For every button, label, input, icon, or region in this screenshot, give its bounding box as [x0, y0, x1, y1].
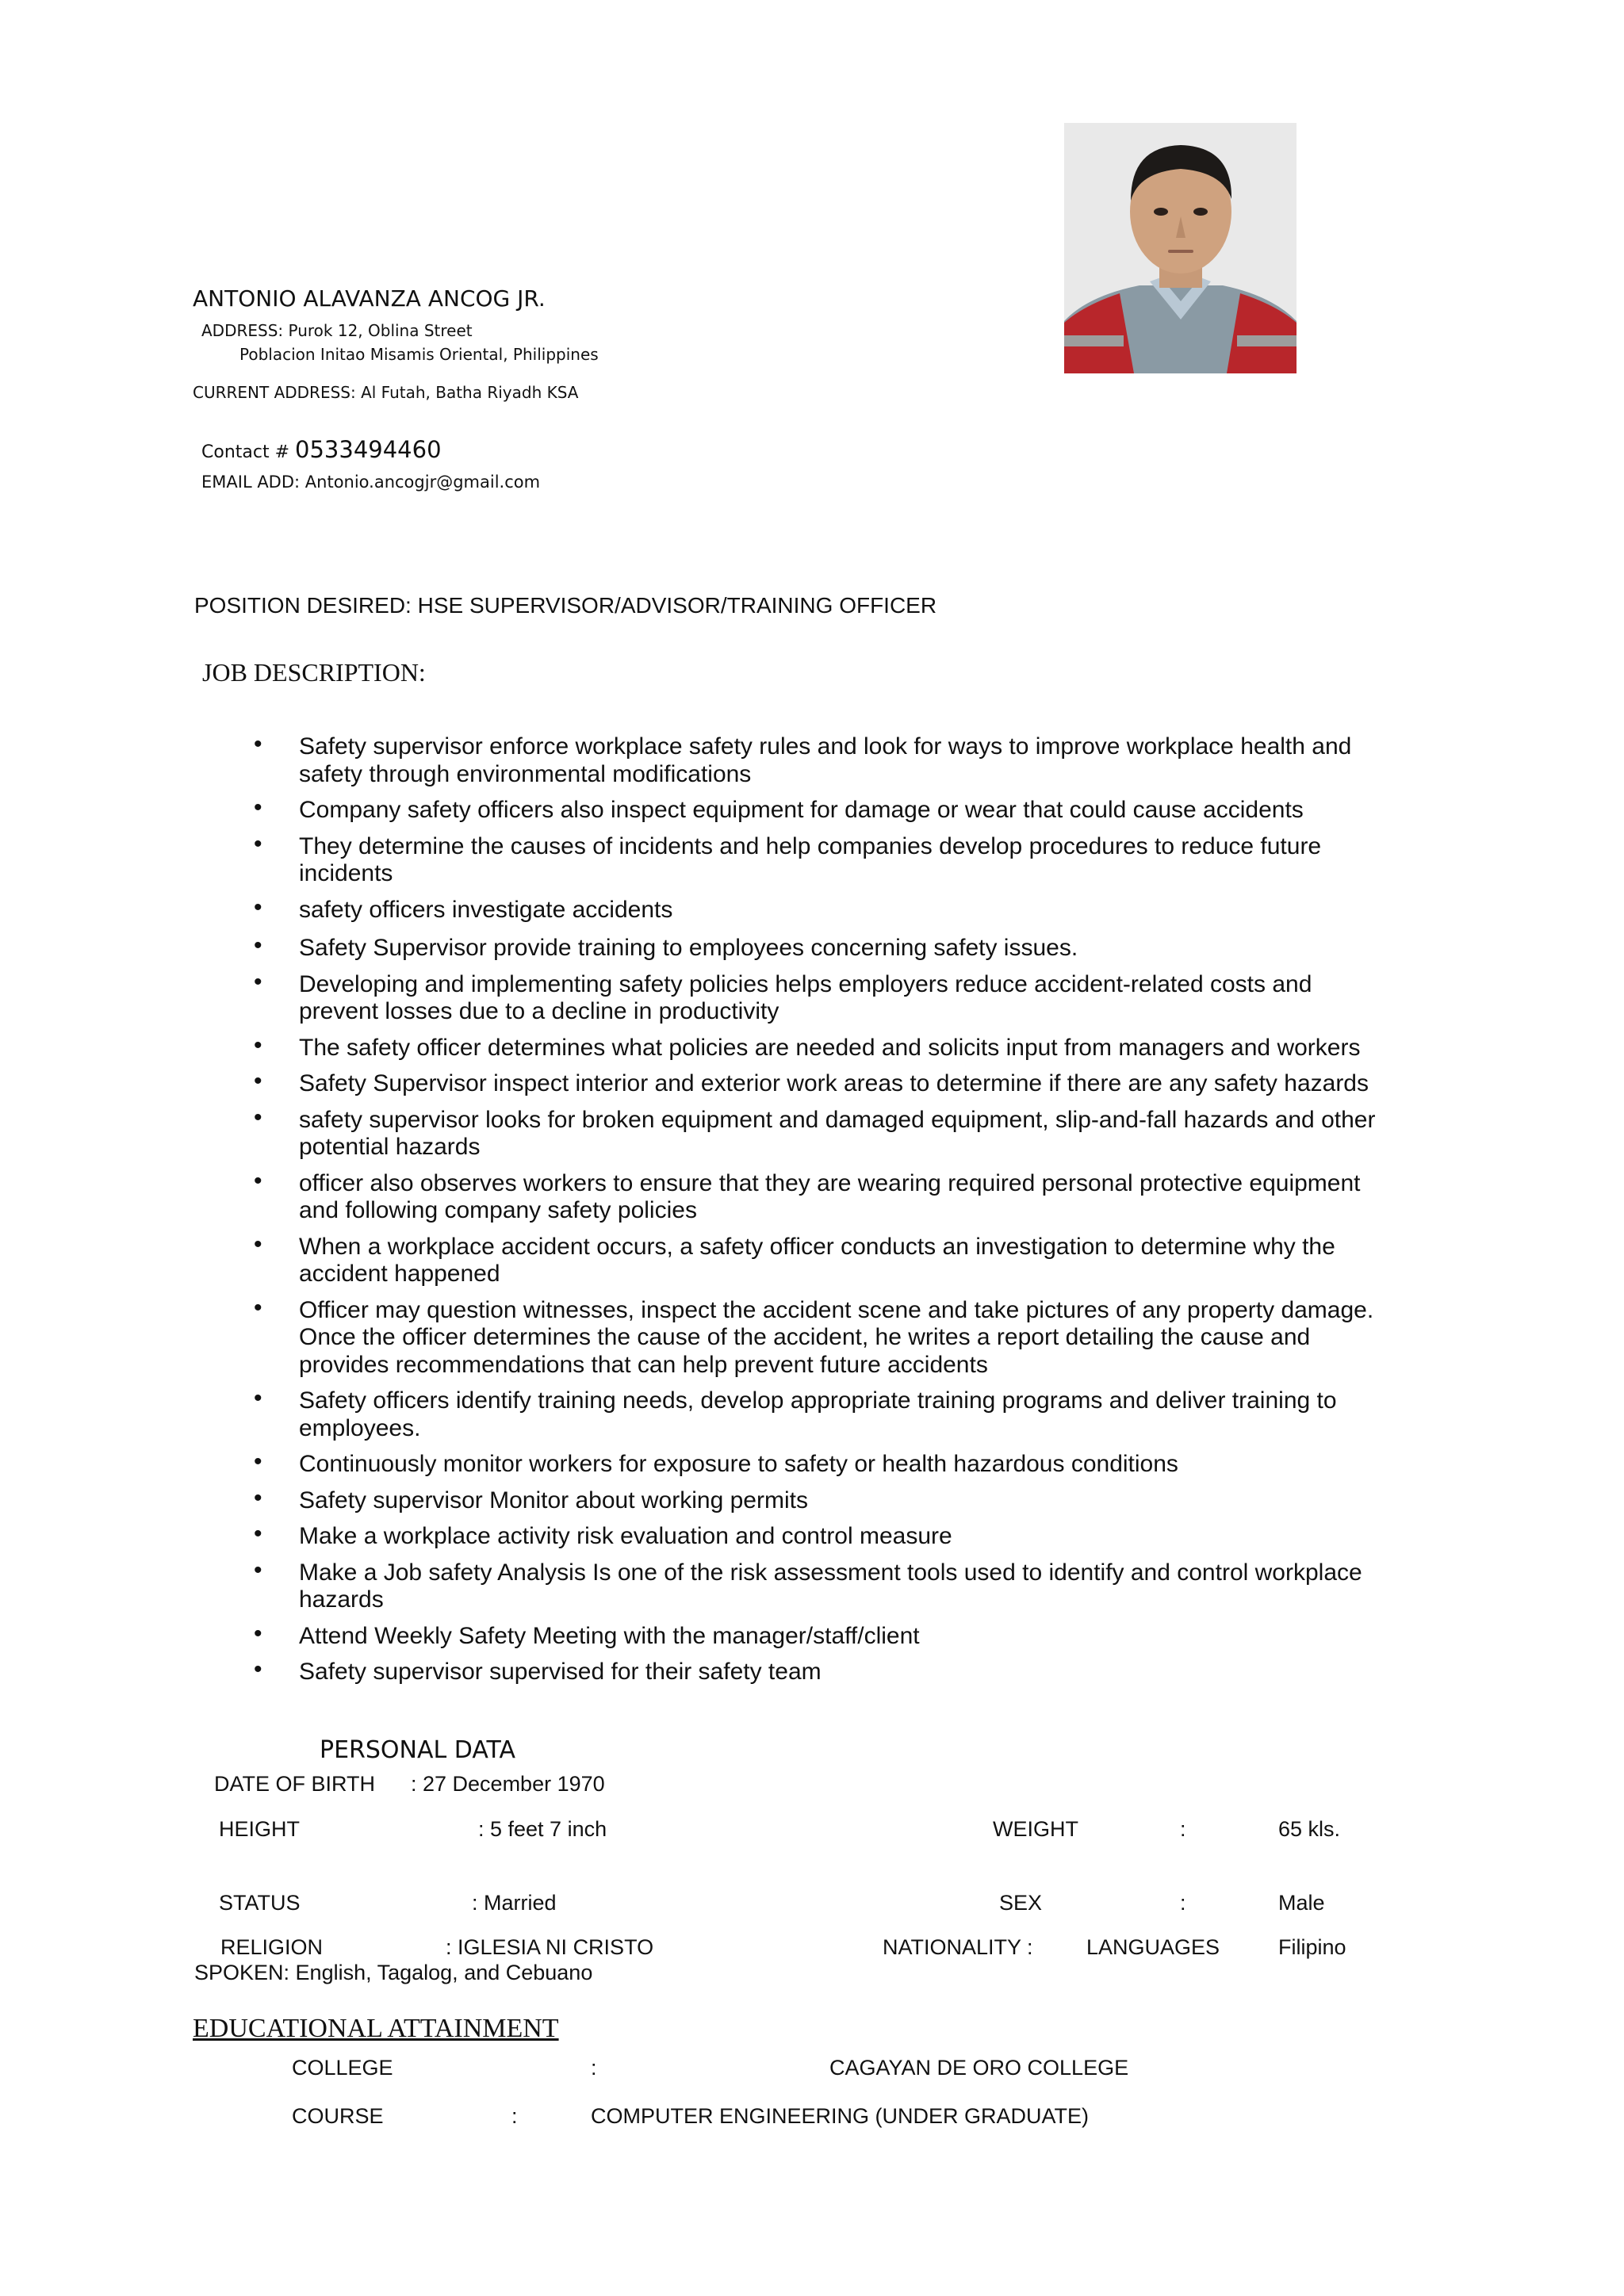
job-description-line: hazards: [299, 1586, 384, 1613]
job-description-item: [254, 1035, 1427, 1062]
dob-label: DATE OF BIRTH: [214, 1772, 376, 1796]
job-description-line: • Continuously monitor workers for exposure to safety or health hazardous conditions: [299, 1451, 1178, 1477]
job-description-line: • Company safety officers also inspect equipment for damage or wear that could cause accidents: [299, 797, 1304, 823]
address-line-2: Poblacion Initao Misamis Oriental, Philippines: [239, 345, 599, 364]
job-description-line: • Safety supervisor enforce workplace safety rules and look for ways to improve workplace health and: [299, 733, 1352, 760]
job-description-item: [254, 935, 1427, 962]
sex-label: SEX: [999, 1891, 1043, 1915]
college-label: COLLEGE: [292, 2056, 393, 2080]
job-description-line: incidents: [299, 860, 393, 886]
sex-value: Male: [1278, 1891, 1325, 1915]
job-description-item: [254, 1070, 1427, 1098]
job-description-line: Once the officer determines the cause of the accident, he writes a report detailing the cause and: [299, 1324, 1311, 1350]
address-line-1: ADDRESS: Purok 12, Oblina Street: [201, 321, 473, 340]
job-description-item: [254, 1297, 1427, 1380]
job-description-line: • The safety officer determines what policies are needed and solicits input from managers and workers: [299, 1034, 1361, 1061]
height-label: HEIGHT: [219, 1817, 301, 1841]
height-value: : 5 feet 7 inch: [478, 1817, 607, 1841]
job-description-item: [254, 1387, 1427, 1442]
job-description-item: [254, 1659, 1427, 1686]
religion-value: : IGLESIA NI CRISTO: [446, 1935, 654, 1959]
languages-label: LANGUAGES: [1086, 1935, 1220, 1959]
job-description-line: • Officer may question witnesses, inspect the accident scene and take pictures of any property damage.: [299, 1296, 1374, 1323]
job-description-line: • Developing and implementing safety policies helps employers reduce accident-related costs and: [299, 970, 1312, 997]
job-description-line: • safety supervisor looks for broken equipment and damaged equipment, slip-and-fall hazards and other: [299, 1106, 1376, 1133]
job-description-line: accident happened: [299, 1261, 500, 1287]
job-description-line: • safety officers investigate accidents: [299, 896, 673, 923]
job-description-item: [254, 1623, 1427, 1651]
job-description-line: • Safety supervisor supervised for their safety team: [299, 1659, 822, 1685]
job-description-line: • Safety Supervisor inspect interior and exterior work areas to determine if there are any safety hazards: [299, 1070, 1369, 1096]
weight-label: WEIGHT: [993, 1817, 1078, 1841]
job-description-line: potential hazards: [299, 1134, 481, 1160]
job-description-line: • Make a workplace activity risk evaluation and control measure: [299, 1523, 952, 1549]
contact-line: [201, 436, 442, 463]
portrait-image: [1064, 123, 1297, 373]
job-description-line: prevent losses due to a decline in productivity: [299, 998, 779, 1024]
job-description-line: • Safety supervisor Monitor about working permits: [299, 1487, 808, 1513]
dob-value: : 27 December 1970: [411, 1772, 605, 1796]
job-description-item: [254, 897, 1427, 924]
job-description-item: [254, 797, 1427, 825]
course-value: COMPUTER ENGINEERING (UNDER GRADUATE): [591, 2104, 1090, 2128]
job-description-item: [254, 1451, 1427, 1479]
nationality-value: Filipino: [1278, 1935, 1346, 1959]
status-label: STATUS: [219, 1891, 301, 1915]
job-description-heading: JOB DESCRIPTION:: [202, 658, 426, 687]
applicant-photo: [1064, 123, 1297, 373]
job-description-item: [254, 1559, 1427, 1614]
sex-colon: :: [1180, 1891, 1186, 1915]
job-description-item: [254, 1487, 1427, 1515]
job-description-item: [254, 1107, 1427, 1161]
email-address: EMAIL ADD: Antonio.ancogjr@gmail.com: [201, 473, 541, 492]
job-description-line: • Make a Job safety Analysis Is one of the risk assessment tools used to identify and control workplace: [299, 1559, 1362, 1586]
job-description-item: [254, 733, 1427, 788]
college-colon: :: [591, 2056, 597, 2080]
job-description-list: [254, 733, 1427, 1695]
languages-spoken: SPOKEN: English, Tagalog, and Cebuano: [194, 1961, 593, 1984]
status-value: : Married: [472, 1891, 557, 1915]
course-colon: :: [511, 2104, 518, 2128]
education-heading: EDUCATIONAL ATTAINMENT: [193, 2014, 559, 2043]
job-description-line: • officer also observes workers to ensure that they are wearing required personal protective equipment: [299, 1169, 1361, 1196]
job-description-line: and following company safety policies: [299, 1197, 697, 1223]
job-description-item: [254, 1170, 1427, 1225]
job-description-line: safety through environmental modifications: [299, 760, 752, 787]
nationality-label: NATIONALITY :: [883, 1935, 1033, 1959]
contact-label: Contact #: [201, 442, 296, 462]
weight-colon: :: [1180, 1817, 1186, 1841]
job-description-line: • When a workplace accident occurs, a safety officer conducts an investigation to determine why the: [299, 1233, 1335, 1260]
contact-number: 0533494460: [295, 436, 442, 463]
job-description-item: [254, 1523, 1427, 1551]
job-description-item: [254, 1234, 1427, 1288]
course-label: COURSE: [292, 2104, 384, 2128]
college-value: CAGAYAN DE ORO COLLEGE: [829, 2056, 1129, 2080]
job-description-line: employees.: [299, 1414, 421, 1441]
current-address: CURRENT ADDRESS: Al Futah, Batha Riyadh KSA: [193, 383, 579, 402]
job-description-line: • They determine the causes of incidents and help companies develop procedures to reduce future: [299, 832, 1322, 859]
position-desired: POSITION DESIRED: HSE SUPERVISOR/ADVISOR/TRAINING OFFICER: [194, 593, 937, 618]
weight-value: 65 kls.: [1278, 1817, 1341, 1841]
job-description-item: [254, 833, 1427, 888]
religion-label: RELIGION: [220, 1935, 324, 1959]
job-description-line: • Attend Weekly Safety Meeting with the manager/staff/client: [299, 1622, 920, 1649]
job-description-item: [254, 971, 1427, 1026]
personal-data-heading: PERSONAL DATA: [320, 1736, 516, 1764]
job-description-line: • Safety officers identify training needs, develop appropriate training programs and deliver training to: [299, 1387, 1337, 1414]
job-description-line: provides recommendations that can help prevent future accidents: [299, 1351, 988, 1378]
applicant-name: ANTONIO ALAVANZA ANCOG JR.: [193, 285, 546, 312]
job-description-line: • Safety Supervisor provide training to employees concerning safety issues.: [299, 935, 1078, 961]
